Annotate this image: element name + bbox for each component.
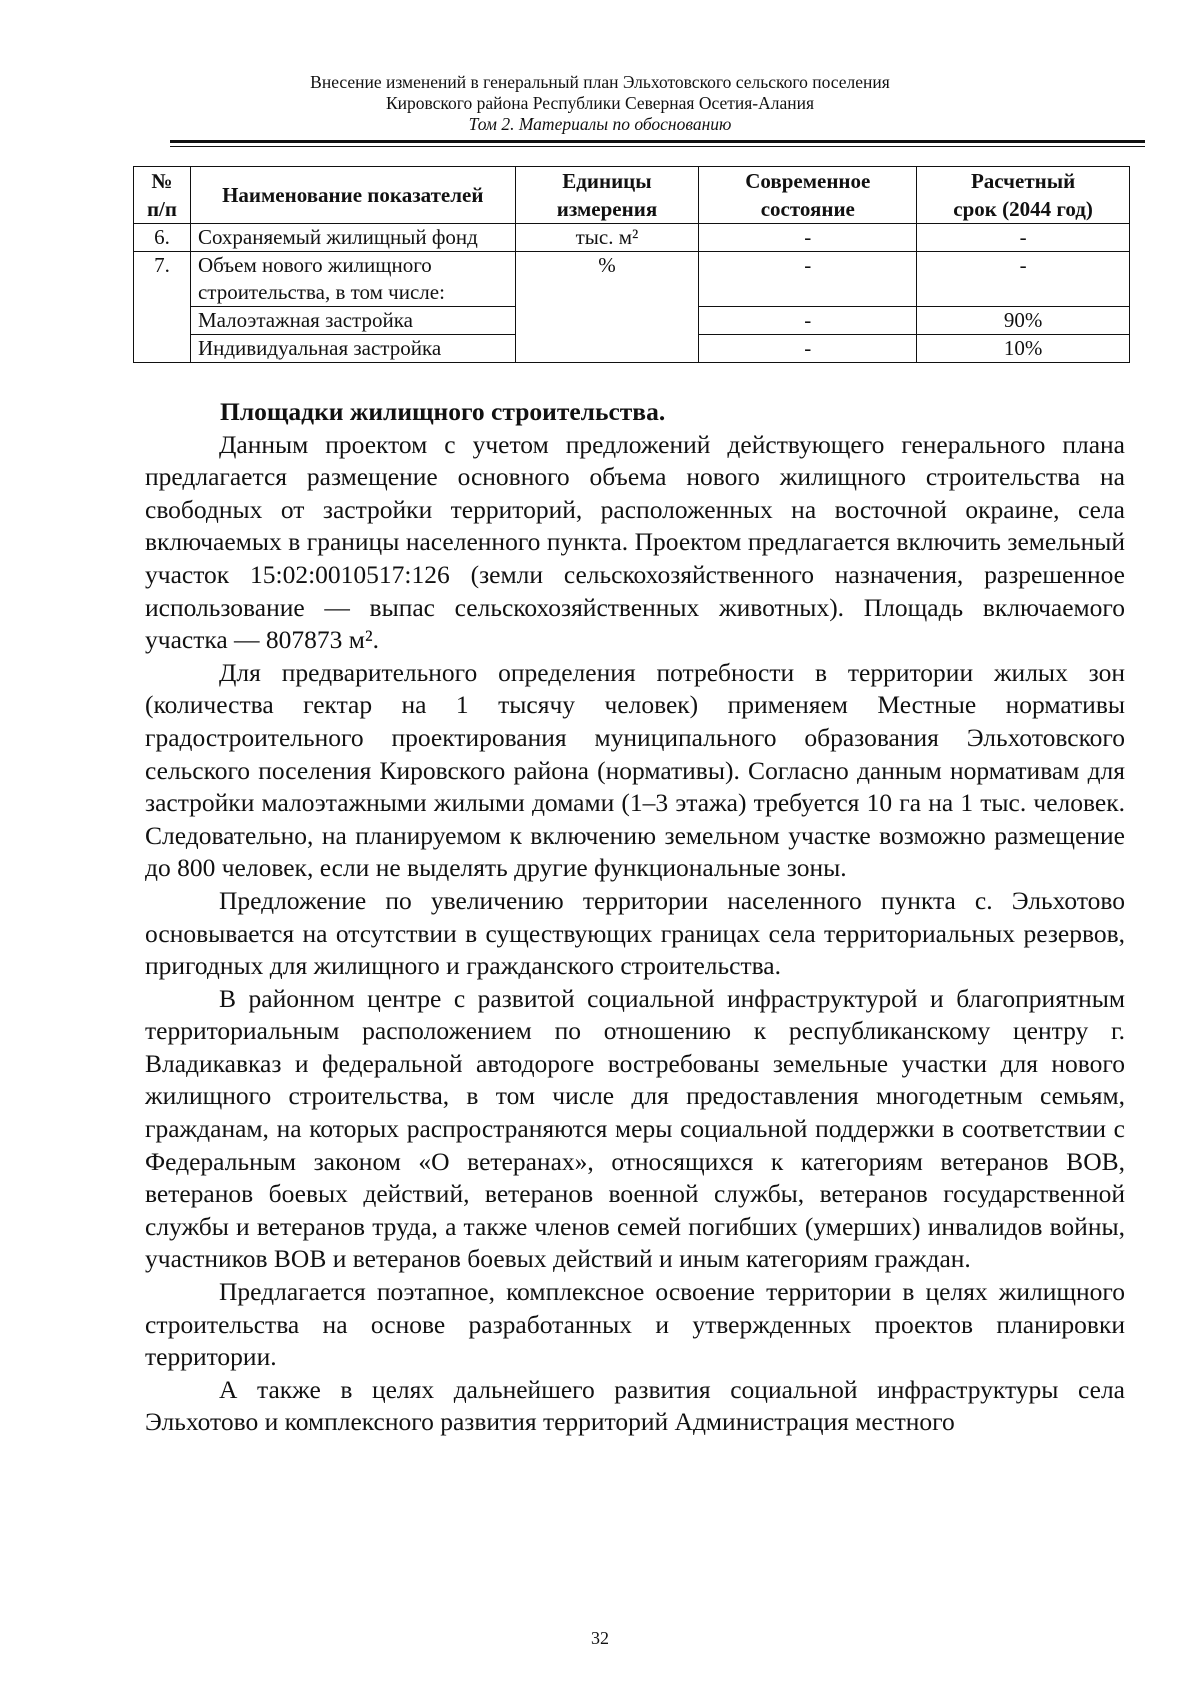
paragraph: А также в целях дальнейшего развития социальной инфраструктуры села Эльхотово и комплексного развития территорий Администрация местного bbox=[145, 1374, 1125, 1437]
paragraph: Предлагается поэтапное, комплексное освоение территории в целях жилищного строительства на основе разработанных и утвержденных проектов планировки территории. bbox=[145, 1277, 1125, 1372]
indicators-table bbox=[133, 166, 1130, 363]
cell-unit: % bbox=[515, 252, 699, 363]
cell-current: - bbox=[699, 224, 917, 252]
document-header bbox=[150, 72, 1050, 135]
cell-name: Объем нового жилищного строительства, в том числе: bbox=[190, 252, 515, 307]
cell-name: Индивидуальная застройка bbox=[190, 335, 515, 363]
page-number: 32 bbox=[591, 1628, 609, 1648]
table-header-row bbox=[134, 167, 1130, 224]
cell-num: 6. bbox=[134, 224, 191, 252]
section-title: Площадки жилищного строительства. bbox=[220, 397, 666, 426]
header-line-2: Кировского района Республики Северная Осетия-Алания bbox=[385, 93, 815, 113]
header-rule-thin bbox=[170, 146, 1145, 147]
header-num: № п/п bbox=[134, 167, 191, 224]
paragraph: Для предварительного определения потребности в территории жилых зон (количества гектар на 1 тысячу человек) применяем Местные нормативы градостроительного проектирования муниципального образования Эльхотовского сельского поселения Кировского района (нормативы). Согласно данным нормативам для застройки малоэтажными жилыми домами (1–3 этажа) требуется 10 га на 1 тыс. человек. Следовательно, на планируемом к включению земельном участке возможно размещение до 800 человек, если не выделять другие функциональные зоны. bbox=[145, 657, 1125, 883]
cell-current: - bbox=[699, 252, 917, 307]
table-row bbox=[134, 224, 1130, 252]
cell-unit: тыс. м² bbox=[515, 224, 699, 252]
header-target: Расчетный срок (2044 год) bbox=[917, 167, 1130, 224]
cell-target: - bbox=[917, 252, 1130, 307]
paragraph: В районном центре с развитой социальной инфраструктурой и благоприятным территориальным расположением по отношению к республиканскому центру г. Владикавказ и федеральной автодороге востребованы земельные участки для нового жилищного строительства, в том числе для предоставления многодетным семьям, гражданам, на которых распространяются меры социальной поддержки в соответствии с Федеральным законом «О ветеранах», относящихся к категориям ветеранов ВОВ, ветеранов боевых действий, ветеранов военной службы, ветеранов государственной службы и ветеранов труда, а также членов семей погибших (умерших) инвалидов войны, участников ВОВ и ветеранов боевых действий и иным категориям граждан. bbox=[145, 983, 1125, 1274]
header-rule-thick bbox=[170, 140, 1145, 143]
cell-target: 10% bbox=[917, 335, 1130, 363]
cell-current: - bbox=[699, 335, 917, 363]
header-subtitle: Том 2. Материалы по обоснованию bbox=[468, 114, 732, 134]
table-row bbox=[134, 252, 1130, 307]
cell-num: 7. bbox=[134, 252, 191, 363]
paragraph: Предложение по увеличению территории населенного пункта с. Эльхотово основывается на отсутствии в существующих границах села территориальных резервов, пригодных для жилищного и гражданского строительства. bbox=[145, 885, 1125, 981]
document-body bbox=[145, 396, 1125, 1439]
paragraph: Данным проектом с учетом предложений действующего генерального плана предлагается размещение основного объема нового жилищного строительства на свободных от застройки территорий, расположенных на восточной окраине, села включаемых в границы населенного пункта. Проектом предлагается включить земельный участок 15:02:0010517:126 (земли сельскохозяйственного назначения, разрешенное использование — выпас сельскохозяйственных животных). Площадь включаемого участка — 807873 м². bbox=[145, 429, 1125, 655]
cell-target: - bbox=[917, 224, 1130, 252]
cell-current: - bbox=[699, 307, 917, 335]
header-line-1: Внесение изменений в генеральный план Эльхотовского сельского поселения bbox=[310, 72, 890, 92]
cell-target: 90% bbox=[917, 307, 1130, 335]
cell-name: Сохраняемый жилищный фонд bbox=[190, 224, 515, 252]
header-unit: Единицы измерения bbox=[515, 167, 699, 224]
header-current: Современное состояние bbox=[699, 167, 917, 224]
cell-name: Малоэтажная застройка bbox=[190, 307, 515, 335]
header-name: Наименование показателей bbox=[190, 167, 515, 224]
